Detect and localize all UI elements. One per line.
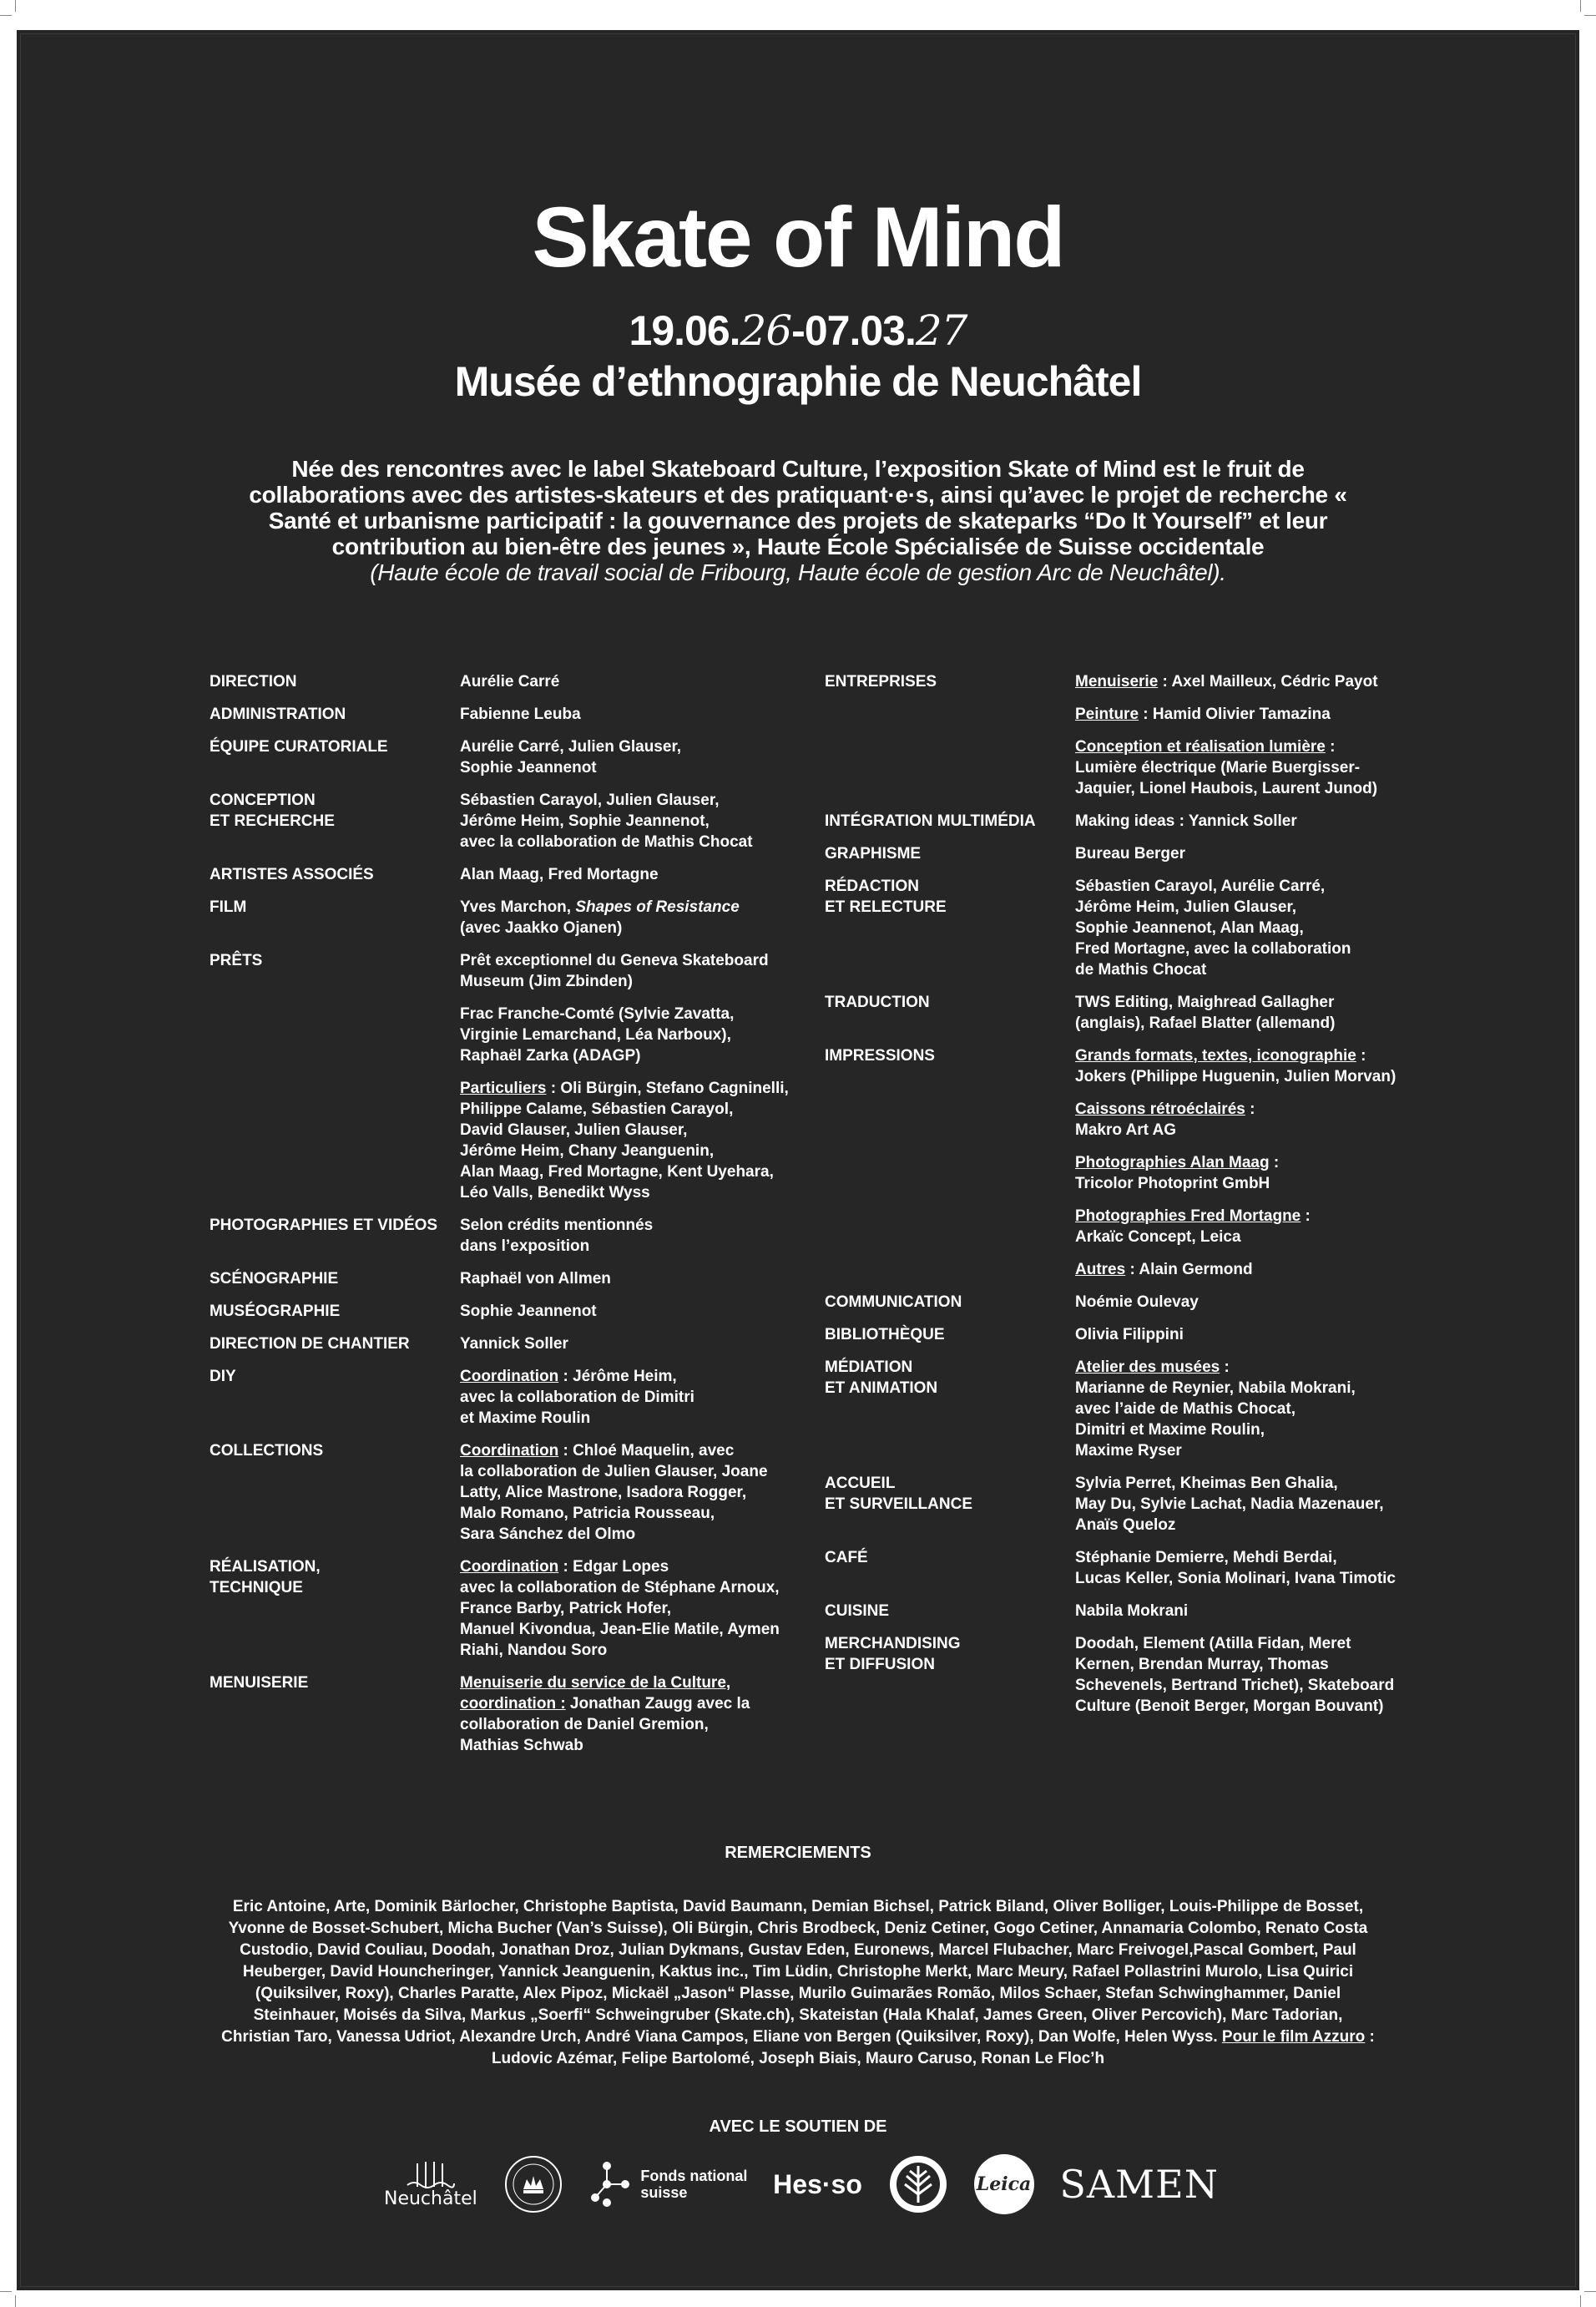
hesso-logo: Hes·so: [773, 2168, 862, 2199]
credit-names: TWS Editing, Maighread Gallagher (anglais), Rafael Blatter (allemand): [1075, 994, 1336, 1032]
credit-names: : Marianne de Reynier, Nabila Mokrani, avec l’aide de Mathis Chocat, Dimitri et Maxime Roulin, Maxime Ryser: [1075, 1358, 1356, 1460]
credit-value: [1075, 671, 1426, 799]
crop-mark: [1584, 2291, 1596, 2292]
credit-label: ADMINISTRATION: [210, 706, 346, 723]
credit-names: Sophie Jeannenot: [460, 1303, 597, 1320]
credit-label: MUSÉOGRAPHIE: [210, 1303, 341, 1320]
element-tree-icon: [888, 2154, 948, 2214]
venue-name: Musée d’ethnographie de Neuchâtel: [454, 358, 1142, 405]
credit-value: [1075, 1292, 1426, 1313]
credit-names: Prêt exceptionnel du Geneva Skateboard Museum (Jim Zbinden): [460, 952, 769, 990]
credit-row: [825, 1547, 1426, 1589]
credit-paragraph: [460, 704, 819, 725]
credit-row: [210, 1556, 819, 1661]
credit-value: [460, 1215, 819, 1257]
credit-paragraph: [1075, 1547, 1426, 1589]
crop-mark: [1580, 0, 1581, 12]
credit-paragraph: [1075, 1324, 1426, 1345]
credit-names: : Tricolor Photoprint GmbH: [1075, 1154, 1280, 1192]
credit-row: [210, 1366, 819, 1429]
date-separator: -07.03.: [791, 307, 916, 354]
credit-names: Making ideas : Yannick Soller: [1075, 812, 1297, 830]
credit-paragraph: [1075, 1357, 1426, 1461]
credit-names: Nabila Mokrani: [1075, 1602, 1189, 1620]
credit-value: [460, 1301, 819, 1322]
credit-paragraph: [460, 1004, 819, 1066]
credit-row: [210, 790, 819, 852]
credit-paragraph: [1075, 1259, 1426, 1280]
crop-mark: [1584, 15, 1596, 16]
poster: [17, 30, 1579, 2290]
credit-label: DIRECTION DE CHANTIER: [210, 1335, 410, 1353]
credit-label: PHOTOGRAPHIES ET VIDÉOS: [210, 1217, 438, 1234]
exhibition-dates: [17, 306, 1579, 355]
credit-value: [460, 1268, 819, 1289]
credit-row: [210, 950, 819, 1203]
credit-row: [210, 671, 819, 692]
credit-label: CUISINE: [825, 1602, 890, 1620]
credit-row: [825, 671, 1426, 799]
credit-role: Atelier des musées: [1075, 1358, 1220, 1376]
credits-left-column: [210, 671, 819, 1768]
credit-paragraph: [460, 1440, 819, 1545]
credit-value: [460, 736, 819, 778]
credit-names: Noémie Oulevay: [1075, 1293, 1199, 1311]
credit-names: Sébastien Carayol, Julien Glauser, Jérôme Heim, Sophie Jeannenot, avec la collaboration de Mathis Chocat: [460, 792, 753, 851]
credit-names: Selon crédits mentionnés dans l’exposition: [460, 1217, 654, 1255]
crop-mark: [15, 2295, 16, 2307]
credit-paragraph: [1075, 811, 1426, 832]
credit-names: : Hamid Olivier Tamazina: [1139, 706, 1331, 723]
credit-value: [460, 671, 819, 692]
date-year-start: 26: [740, 306, 792, 355]
seal-icon: [503, 2154, 563, 2214]
fonds-national-logo: [588, 2161, 747, 2208]
credit-row: [210, 1301, 819, 1322]
neuchatel-logo: [384, 2160, 477, 2209]
credit-names: Stéphanie Demierre, Mehdi Berdai, Lucas Keller, Sonia Molinari, Ivana Timotic: [1075, 1549, 1396, 1587]
element-logo: [888, 2154, 948, 2214]
credit-label: ARTISTES ASSOCIÉS: [210, 866, 374, 883]
credit-row: [825, 1045, 1426, 1280]
fonds-national-text: Fonds national suisse: [640, 2168, 748, 2201]
neuchatel-logo-text: Neuchâtel: [384, 2188, 477, 2209]
credit-paragraph: [1075, 992, 1426, 1034]
credit-row: [210, 1215, 819, 1257]
credit-value: [460, 1333, 819, 1354]
credit-row: [825, 992, 1426, 1034]
credit-row: [210, 1268, 819, 1289]
credit-paragraph: [460, 864, 819, 885]
credit-names: Frac Franche-Comté (Sylvie Zavatta, Virginie Lemarchand, Léa Narboux), Raphaël Zarka (ADAGP): [460, 1005, 735, 1065]
credit-label: SCÉNOGRAPHIE: [210, 1270, 339, 1288]
credit-label: MENUISERIE: [210, 1674, 309, 1692]
credit-role: Photographies Fred Mortagne: [1075, 1207, 1301, 1225]
thanks-text: [217, 1896, 1379, 2070]
credit-value: [1075, 1045, 1426, 1280]
credit-names: Alan Maag, Fred Mortagne: [460, 866, 659, 883]
credit-row: [210, 897, 819, 938]
credit-names: : Jokers (Philippe Huguenin, Julien Morvan): [1075, 1047, 1396, 1085]
credit-value: [1075, 992, 1426, 1034]
credit-value: [1075, 1633, 1426, 1717]
credit-paragraph: [1075, 1601, 1426, 1621]
credit-names: : Oli Bürgin, Stefano Cagninelli, Philippe Calame, Sébastien Carayol, David Glauser, Julien Glauser, Jérôme Heim, Chany Jeanguenin, Alan Maag, Fred Mortagne, Kent Uyehara, Léo Valls, Benedikt Wyss: [460, 1080, 789, 1202]
credit-value: [1075, 876, 1426, 980]
credit-row: [825, 1633, 1426, 1717]
credit-row: [825, 811, 1426, 832]
intro-text: Née des rencontres avec le label Skateboard Culture, l’exposition Skate of Mind est le fruit de collaborations avec des artistes-skateurs et des pratiquant·e·s, ainsi qu’avec le projet de recherche « Santé et urbanisme participatif : la gouvernance des projets de skateparks “Do It Yourself” et leur contribution au bien-être des jeunes », Haute École Spécialisée de Suisse occidentale: [249, 456, 1347, 559]
credit-names: : Chloé Maquelin, avec la collaboration de Julien Glauser, Joane Latty, Alice Mastrone, Isadora Rogger, Malo Romano, Patricia Rousseau, Sara Sánchez del Olmo: [460, 1442, 768, 1543]
credit-names: Sylvia Perret, Kheimas Ben Ghalia, May Du, Sylvie Lachat, Nadia Mazenauer, Anaïs Queloz: [1075, 1475, 1384, 1534]
credit-paragraph: [460, 897, 819, 938]
credit-row: [825, 1357, 1426, 1461]
credit-row: [210, 1672, 819, 1756]
intro-paragraph: [225, 456, 1371, 585]
credit-label: INTÉGRATION MULTIMÉDIA: [825, 812, 1036, 830]
credit-value: [460, 790, 819, 852]
credit-role: Grands formats, textes, iconographie: [1075, 1047, 1356, 1065]
credit-names: Raphaël von Allmen: [460, 1270, 611, 1288]
credit-label: GRAPHISME: [825, 845, 922, 863]
credit-row: [825, 843, 1426, 864]
credit-paragraph: [460, 1078, 819, 1203]
leica-logo: [974, 2154, 1034, 2214]
exhibition-title: Skate of Mind: [532, 190, 1064, 285]
credit-names: : Arkaïc Concept, Leica: [1075, 1207, 1311, 1246]
constellation-icon: [588, 2161, 632, 2208]
credit-row: [825, 1292, 1426, 1313]
date-start: 19.06.: [629, 307, 740, 354]
credit-label: CONCEPTION ET RECHERCHE: [210, 792, 335, 830]
credit-names: : Alain Germond: [1125, 1261, 1253, 1278]
credit-paragraph: [460, 1366, 819, 1429]
credit-names: Fabienne Leuba: [460, 706, 581, 723]
credit-role: Photographies Alan Maag: [1075, 1154, 1270, 1171]
credit-paragraph: [1075, 1292, 1426, 1313]
credit-label: ACCUEIL ET SURVEILLANCE: [825, 1475, 973, 1513]
credit-row: [825, 1601, 1426, 1621]
credit-label: MÉDIATION ET ANIMATION: [825, 1358, 938, 1397]
credit-role: Autres: [1075, 1261, 1126, 1278]
credit-row: [210, 1440, 819, 1545]
credit-role: Menuiserie du service de la Culture, coordination :: [460, 1674, 731, 1713]
credit-paragraph: [460, 671, 819, 692]
credit-names: : Jérôme Heim, avec la collaboration de Dimitri et Maxime Roulin: [460, 1368, 694, 1427]
crop-mark: [0, 15, 12, 16]
credit-names: : Edgar Lopes avec la collaboration de Stéphane Arnoux, France Barby, Patrick Hofer, Manuel Kivondua, Jean-Elie Matile, Aymen Riahi, Nandou Soro: [460, 1558, 780, 1659]
credit-names: Sébastien Carayol, Aurélie Carré, Jérôme Heim, Julien Glauser, Sophie Jeannenot, Alan Maag, Fred Mortagne, avec la collaboration de Mathis Chocat: [1075, 878, 1351, 979]
credit-paragraph: [1075, 1206, 1426, 1247]
credit-paragraph: [1075, 1045, 1426, 1087]
credit-value: [1075, 1547, 1426, 1589]
credit-label: TRADUCTION: [825, 994, 930, 1011]
credit-label: BIBLIOTHÈQUE: [825, 1326, 945, 1343]
crop-mark: [0, 2291, 12, 2292]
credit-role: Coordination: [460, 1368, 559, 1385]
credit-row: [210, 704, 819, 725]
support-title: AVEC LE SOUTIEN DE: [709, 2117, 887, 2136]
credit-label: DIRECTION: [210, 673, 297, 691]
credit-label: DIY: [210, 1368, 236, 1385]
credit-names: Jonathan Zaugg avec la collaboration de Daniel Gremion, Mathias Schwab: [460, 1695, 750, 1754]
credit-names: Aurélie Carré: [460, 673, 560, 691]
credit-paragraph: [1075, 843, 1426, 864]
credit-names: Yannick Soller: [460, 1335, 568, 1353]
credit-role: Peinture: [1075, 706, 1139, 723]
credit-value: [460, 897, 819, 938]
credit-role: Coordination: [460, 1442, 559, 1460]
credit-label: COMMUNICATION: [825, 1293, 962, 1311]
credit-value: [460, 1672, 819, 1756]
credit-paragraph: [1075, 1152, 1426, 1194]
credit-row: [825, 1324, 1426, 1345]
leica-logo-text: Leica: [976, 2173, 1032, 2195]
thanks-title: REMERCIEMENTS: [725, 1844, 871, 1862]
credit-paragraph: [460, 950, 819, 992]
credit-role: Conception et réalisation lumière: [1075, 738, 1326, 756]
credit-row: [210, 736, 819, 778]
credit-row: [210, 1333, 819, 1354]
credit-paragraph: [1075, 1633, 1426, 1717]
thanks-film-label: Pour le film Azzuro: [1221, 2028, 1366, 2046]
credit-value: [1075, 811, 1426, 832]
samen-logo: SAMEN: [1059, 2162, 1219, 2207]
credit-row: [825, 1473, 1426, 1535]
credit-names: Yves Marchon,: [460, 898, 576, 916]
credit-value: [460, 950, 819, 1203]
credit-paragraph: [460, 1333, 819, 1354]
credit-names: : Lumière électrique (Marie Buergisser- Jaquier, Lionel Haubois, Laurent Junod): [1075, 738, 1378, 797]
credit-role: Caissons rétroéclairés: [1075, 1100, 1245, 1118]
credit-paragraph: [460, 1301, 819, 1322]
credit-label: ENTREPRISES: [825, 673, 937, 691]
credit-label: MERCHANDISING ET DIFFUSION: [825, 1635, 961, 1673]
credit-value: [460, 704, 819, 725]
credit-names: Aurélie Carré, Julien Glauser, Sophie Jeannenot: [460, 738, 682, 777]
thanks-film-names: : Ludovic Azémar, Felipe Bartolomé, Joseph Biais, Mauro Caruso, Ronan Le Floc’h: [491, 2028, 1375, 2067]
credit-names: : Axel Mailleux, Cédric Payot: [1158, 673, 1378, 691]
credit-value: [460, 1556, 819, 1661]
credit-value: [1075, 1324, 1426, 1345]
credit-row: [210, 864, 819, 885]
thanks-names: Eric Antoine, Arte, Dominik Bärlocher, Christophe Baptista, David Baumann, Demian Bichsel, Patrick Biland, Oliver Bolliger, Louis-Philippe de Bosset, Yvonne de Bosset-Schubert, Micha Bucher (Van’s Suisse), Oli Bürgin, Chris Brodbeck, Deniz Cetiner, Gogo Cetiner, Annamaria Colombo, Renato Costa Custodio, David Couliau, Doodah, Jonathan Droz, Julian Dykmans, Gustav Eden, Euronews, Marcel Flubacher, Marc Freivogel,Pascal Gombert, Paul Heuberger, David Houncheringer, Yannick Jeanguenin, Kaktus inc., Tim Lüdin, Christophe Merkt, Marc Meury, Rafael Pollastrini Murolo, Lisa Quirici (Quiksilver, Roxy), Charles Paratte, Alex Pipoz, Mickaël „Jason“ Plasse, Murilo Guimarães Romão, Milos Schaer, Stefan Schwinghammer, Daniel Steinhauer, Moisés da Silva, Markus „Soerfi“ Schweingruber (Skate.ch), Skateistan (Hala Khalaf, James Green, Oliver Percovich), Marc Tadorian, Christian Taro, Vanessa Udriot, Alexandre Urch, André Viana Campos, Eliane von Bergen (Quiksilver, Roxy), Dan Wolfe, Helen Wyss.: [221, 1898, 1368, 2046]
credit-label: PRÊTS: [210, 952, 263, 969]
credit-names: Doodah, Element (Atilla Fidan, Meret Kernen, Brendan Murray, Thomas Schevenels, Bertrand Trichet), Skateboard Culture (Benoit Berger, Morgan Bouvant): [1075, 1635, 1395, 1715]
credit-label: CAFÉ: [825, 1549, 868, 1566]
crop-mark: [1580, 2295, 1581, 2307]
credit-paragraph: [1075, 704, 1426, 725]
credit-names: (avec Jaakko Ojanen): [460, 919, 623, 937]
canton-seal-logo: [503, 2154, 563, 2214]
credit-label: FILM: [210, 898, 247, 916]
credits-right-column: [825, 671, 1426, 1728]
credit-paragraph: [460, 790, 819, 852]
credit-label: IMPRESSIONS: [825, 1047, 935, 1065]
credit-role: Particuliers: [460, 1080, 547, 1097]
credit-label: RÉALISATION, TECHNIQUE: [210, 1558, 321, 1596]
credit-value: [1075, 1601, 1426, 1621]
credit-paragraph: [460, 1672, 819, 1756]
credit-paragraph: [460, 736, 819, 778]
credit-names: : Makro Art AG: [1075, 1100, 1255, 1139]
credit-label: COLLECTIONS: [210, 1442, 324, 1460]
credit-value: [460, 864, 819, 885]
credit-label: RÉDACTION ET RELECTURE: [825, 878, 947, 916]
credit-value: [1075, 1473, 1426, 1535]
credit-row: [825, 876, 1426, 980]
crop-mark: [15, 0, 16, 12]
intro-italic: (Haute école de travail social de Fribourg, Haute école de gestion Arc de Neuchâtel).: [370, 559, 1226, 585]
credit-paragraph: [1075, 1099, 1426, 1141]
credit-value: [460, 1366, 819, 1429]
neuchatel-logo-icon: [406, 2160, 456, 2188]
credit-names: Bureau Berger: [1075, 845, 1185, 863]
credit-label: ÉQUIPE CURATORIALE: [210, 738, 388, 756]
credit-names: Olivia Filippini: [1075, 1326, 1184, 1343]
date-year-end: 27: [915, 306, 967, 355]
credit-paragraph: [1075, 1473, 1426, 1535]
credit-paragraph: [1075, 736, 1426, 799]
credit-role: Coordination: [460, 1558, 559, 1576]
sponsor-logos: [384, 2151, 1219, 2218]
credit-paragraph: [460, 1215, 819, 1257]
credit-paragraph: [460, 1556, 819, 1661]
credit-paragraph: [1075, 671, 1426, 692]
credit-paragraph: [1075, 876, 1426, 980]
credit-value: [1075, 843, 1426, 864]
credit-role: Menuiserie: [1075, 673, 1159, 691]
credit-work-title: Shapes of Resistance: [575, 898, 740, 916]
credit-value: [1075, 1357, 1426, 1461]
credit-value: [460, 1440, 819, 1545]
credit-paragraph: [460, 1268, 819, 1289]
